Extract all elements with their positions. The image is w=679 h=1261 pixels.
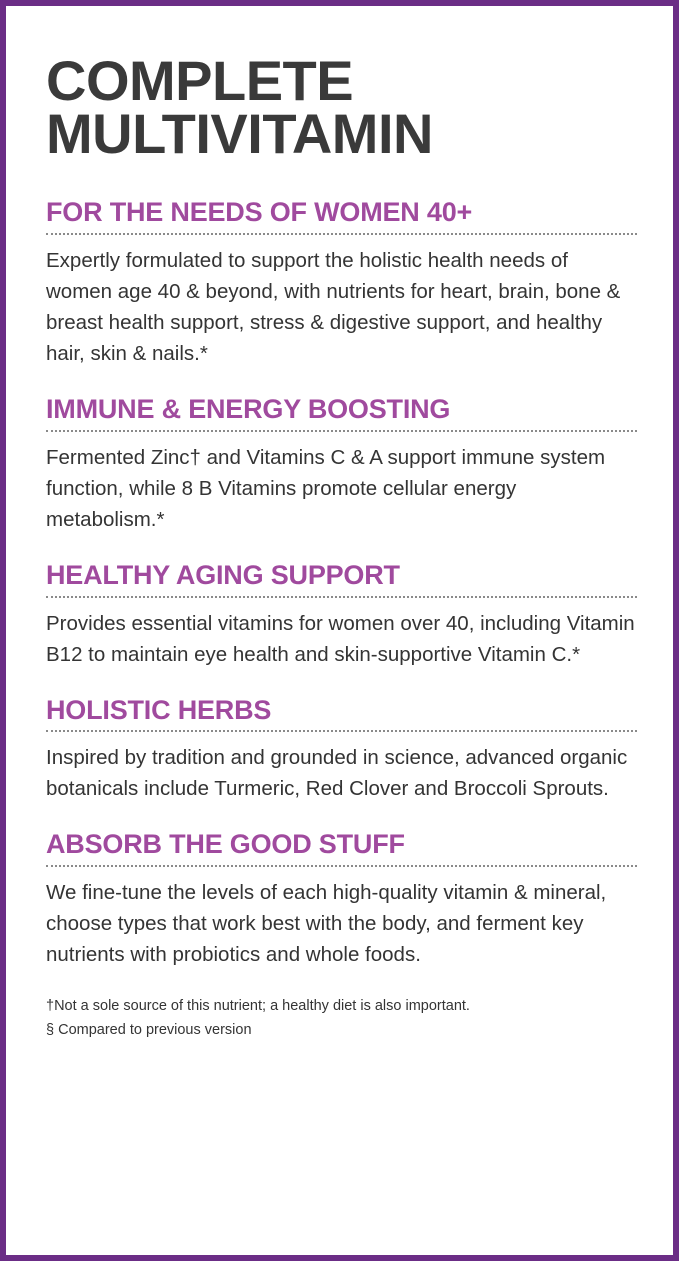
section-absorb-the-good-stuff bbox=[46, 830, 637, 970]
section-holistic-herbs bbox=[46, 696, 637, 805]
section-body: We fine-tune the levels of each high-quality vitamin & mineral, choose types that work best with the body, and ferment key nutrients with probiotics and whole foods. bbox=[46, 880, 607, 967]
section-healthy-aging-support bbox=[46, 561, 637, 670]
title-line-1: COMPLETE bbox=[46, 49, 354, 112]
dotted-divider bbox=[46, 596, 637, 598]
dotted-divider bbox=[46, 730, 637, 732]
page-title bbox=[46, 49, 637, 166]
section-heading: ABSORB THE GOOD STUFF bbox=[46, 829, 405, 860]
dotted-divider bbox=[46, 430, 637, 432]
dotted-divider bbox=[46, 865, 637, 867]
footnotes bbox=[46, 996, 637, 1042]
section-for-the-needs-of-women-40 bbox=[46, 198, 637, 369]
section-body: Provides essential vitamins for women over 40, including Vitamin B12 to maintain eye health and skin-supportive Vitamin C.* bbox=[46, 611, 635, 666]
footnote-nutrient-source: †Not a sole source of this nutrient; a healthy diet is also important. bbox=[46, 998, 470, 1015]
section-immune-and-energy-boosting bbox=[46, 395, 637, 535]
section-heading: IMMUNE & ENERGY BOOSTING bbox=[46, 394, 451, 425]
title-line-2: MULTIVITAMIN bbox=[46, 102, 433, 166]
sections-list bbox=[46, 198, 637, 970]
section-body: Inspired by tradition and grounded in science, advanced organic botanicals include Turmeric, Red Clover and Broccoli Sprouts. bbox=[46, 746, 628, 801]
footnote-previous-version: § Compared to previous version bbox=[46, 1022, 252, 1039]
section-heading: HEALTHY AGING SUPPORT bbox=[46, 560, 400, 591]
section-body: Expertly formulated to support the holistic health needs of women age 40 & beyond, with nutrients for heart, brain, bone & breast health support, stress & digestive support, and healthy hair, skin & nails.* bbox=[46, 248, 621, 366]
section-heading: HOLISTIC HERBS bbox=[46, 694, 272, 725]
section-body: Fermented Zinc† and Vitamins C & A support immune system function, while 8 B Vitamins promote cellular energy metabolism.* bbox=[46, 445, 606, 531]
dotted-divider bbox=[46, 233, 637, 235]
section-heading: FOR THE NEEDS OF WOMEN 40+ bbox=[46, 197, 473, 228]
